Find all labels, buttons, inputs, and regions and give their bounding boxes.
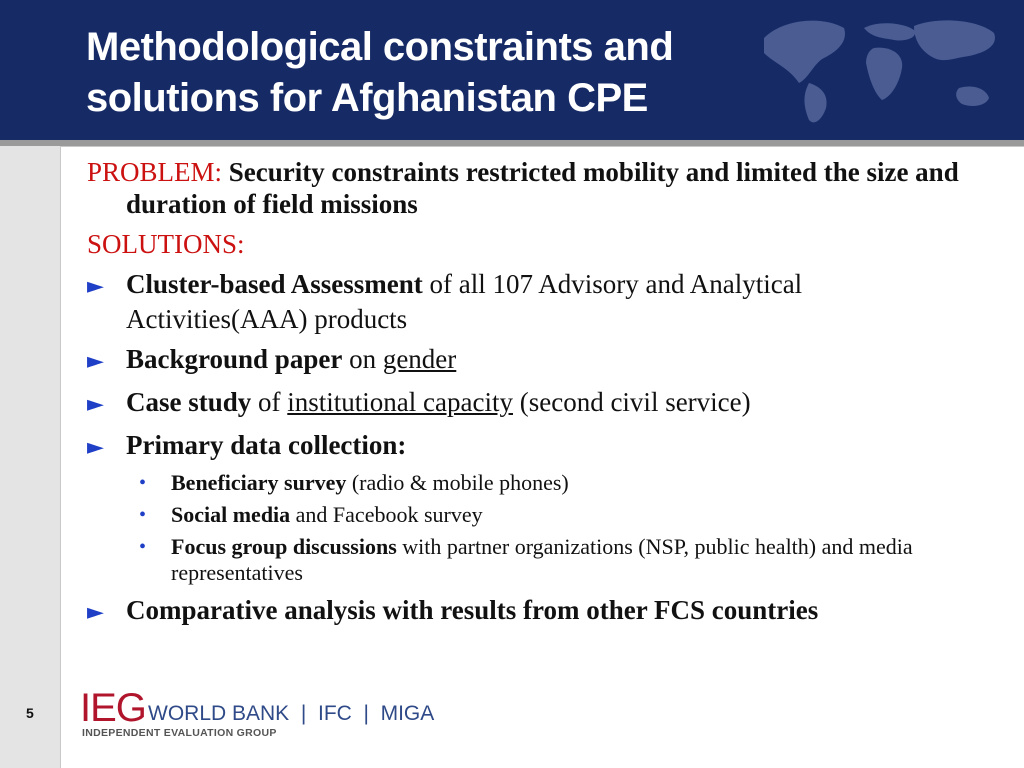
sub-bullet-bold: Social media [171, 502, 291, 527]
sub-bullet-text: (radio & mobile phones) [351, 470, 569, 495]
bullet-text: of all 107 Advisory and Analytical Activities(AAA) products [126, 269, 803, 334]
bullet-text: of [258, 387, 281, 417]
bullet-bold: Primary data collection: [126, 430, 407, 460]
bullet-case-study [87, 386, 987, 421]
ieg-subtitle: INDEPENDENT EVALUATION GROUP [82, 727, 277, 739]
sub-bullet-bold: Focus group discussions [171, 534, 397, 559]
bullet-primary-data [87, 429, 987, 464]
sub-bullet-beneficiary-survey [87, 470, 987, 496]
left-sidebar-strip [0, 146, 60, 768]
sub-bullet-social-media [87, 502, 987, 528]
title-line-2: solutions for Afghanistan CPE [86, 76, 648, 120]
bullet-text: on [349, 344, 377, 374]
bullet-cluster-assessment [87, 268, 987, 335]
bullet-dot-icon: • [139, 536, 147, 558]
gender-link[interactable]: gender [382, 344, 457, 374]
slide-body [87, 156, 987, 629]
bullet-background-paper [87, 343, 987, 378]
ieg-wordmark: IEG [80, 686, 146, 730]
title-line-1: Methodological constraints and [86, 25, 674, 69]
bullet-bold: Cluster-based Assessment [126, 269, 423, 299]
page-number: 5 [26, 705, 34, 721]
sub-bullet-bold: Beneficiary survey [171, 470, 347, 495]
institutional-capacity-link[interactable]: institutional capacity [287, 387, 513, 417]
bullet-dot-icon: • [139, 504, 147, 526]
bullet-comparative-analysis [87, 594, 987, 629]
slide-header [0, 0, 1024, 140]
bullet-bold: Case study [126, 387, 252, 417]
triangle-arrow-icon: ► [87, 274, 104, 299]
triangle-arrow-icon: ► [87, 435, 104, 460]
sub-bullet-focus-groups [87, 534, 987, 586]
sub-bullet-text: with partner organizations (NSP, public health) and media representatives [171, 534, 913, 585]
bullet-bold: Background paper [126, 344, 343, 374]
solutions-label: SOLUTIONS: [87, 229, 245, 259]
problem-label: PROBLEM: [87, 157, 223, 187]
triangle-arrow-icon: ► [87, 349, 104, 374]
sub-bullet-text: and Facebook survey [295, 502, 483, 527]
slide-title [86, 22, 806, 124]
bullet-bold: Comparative analysis with results from other FCS countries [126, 595, 819, 625]
bullet-text-after: (second civil service) [519, 387, 751, 417]
triangle-arrow-icon: ► [87, 600, 104, 625]
bullet-dot-icon: • [139, 472, 147, 494]
ieg-logo [80, 688, 460, 748]
triangle-arrow-icon: ► [87, 392, 104, 417]
problem-text: Security constraints restricted mobility and limited the size and duration of field missions [126, 157, 959, 219]
organizations-wordmark: WORLD BANK | IFC | MIGA [148, 702, 435, 725]
problem-paragraph [87, 156, 987, 220]
